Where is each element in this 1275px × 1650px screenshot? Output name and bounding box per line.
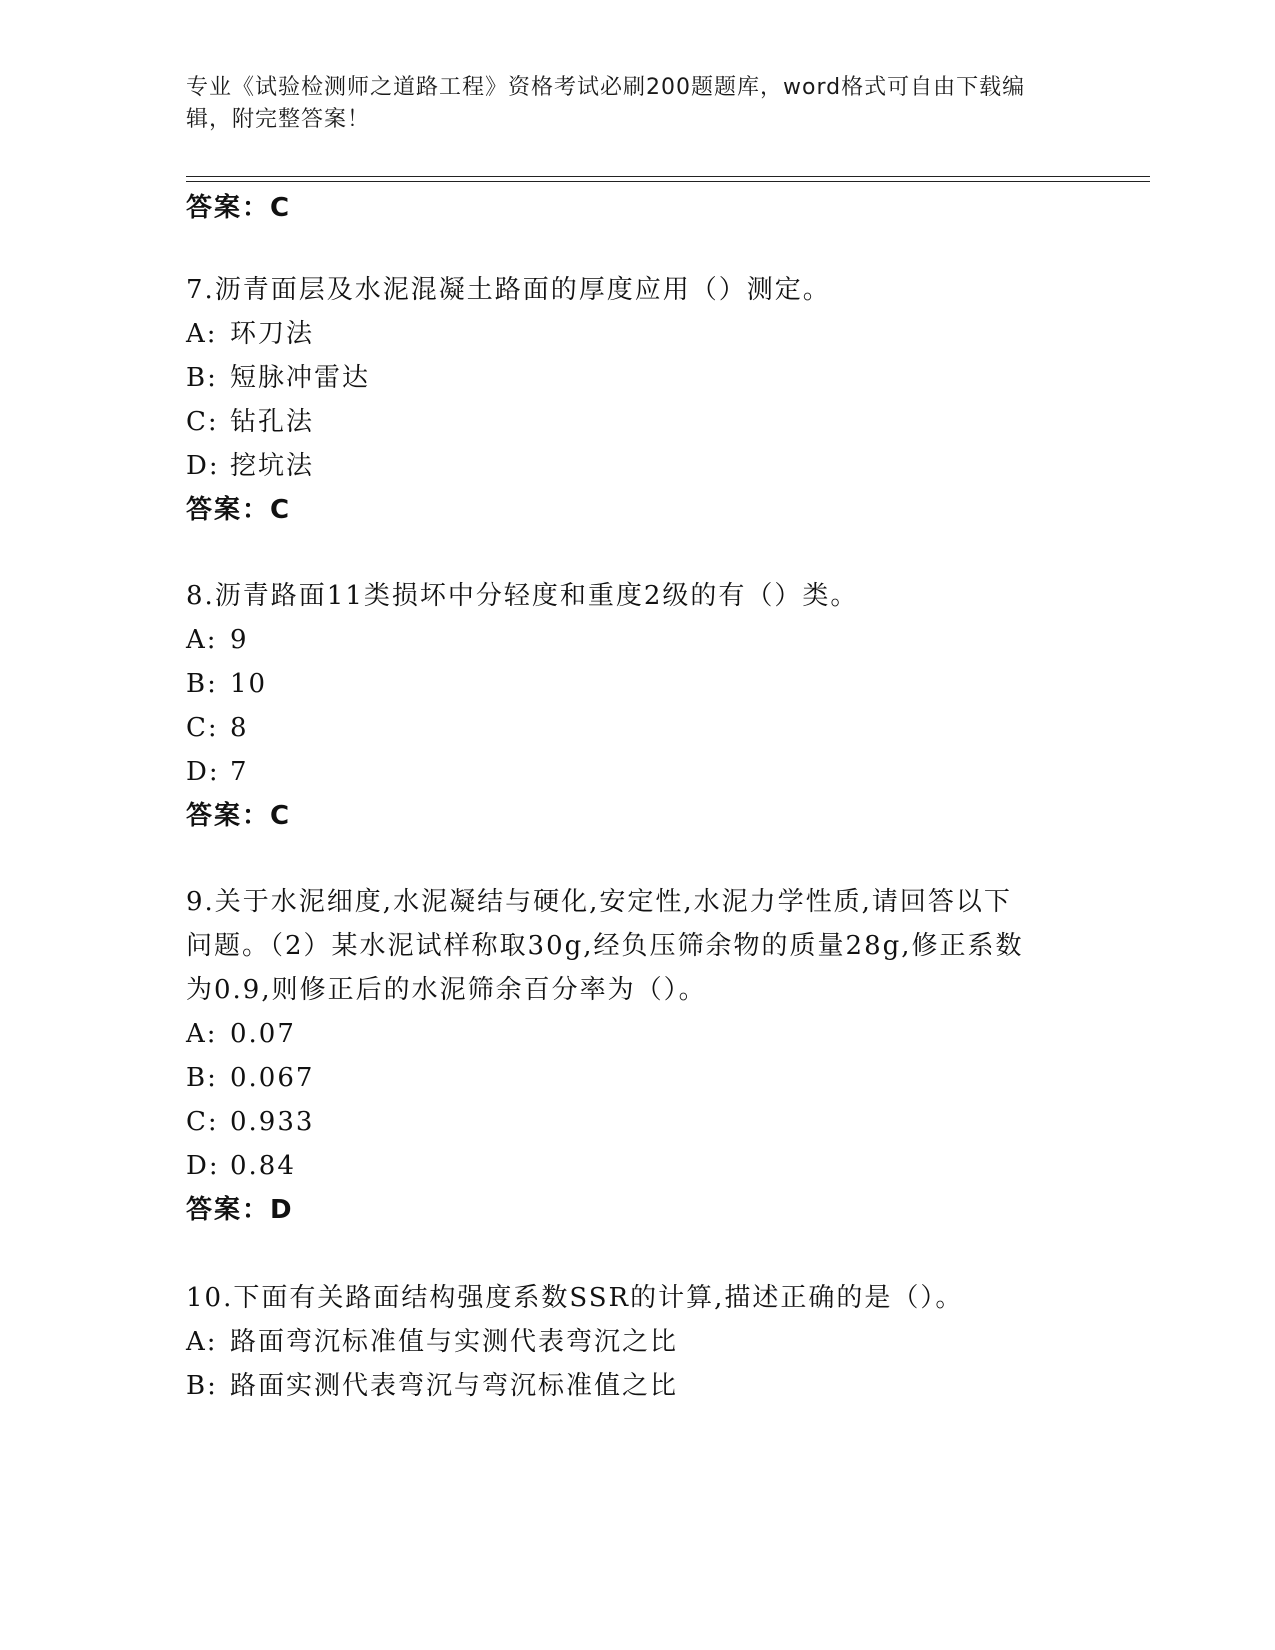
- question-8-option-a: A: 9: [186, 625, 249, 655]
- question-9-stem-line-3: 为0.9,则修正后的水泥筛余百分率为（）。: [186, 975, 707, 1005]
- question-7-option-a: A: 环刀法: [186, 319, 315, 349]
- header-divider-top: [186, 176, 1150, 177]
- question-9-answer: 答案：D: [186, 1195, 294, 1225]
- question-7-option-d: D: 挖坑法: [186, 451, 315, 481]
- question-10-option-b: B: 路面实测代表弯沉与弯沉标准值之比: [186, 1371, 679, 1401]
- previous-answer: 答案：C: [186, 193, 292, 223]
- question-9-option-a: A: 0.07: [186, 1019, 296, 1049]
- question-9-stem-line-2: 问题。（2）某水泥试样称取30g,经负压筛余物的质量28g,修正系数: [186, 931, 1024, 961]
- question-10-stem: 10.下面有关路面结构强度系数SSR的计算,描述正确的是（）。: [186, 1283, 964, 1313]
- question-8-stem: 8.沥青路面11类损坏中分轻度和重度2级的有（）类。: [186, 581, 859, 611]
- question-7-stem: 7.沥青面层及水泥混凝土路面的厚度应用（）测定。: [186, 275, 831, 305]
- question-8-option-d: D: 7: [186, 757, 249, 787]
- header-divider-bottom: [186, 181, 1150, 182]
- question-9-option-b: B: 0.067: [186, 1063, 315, 1093]
- question-7-answer: 答案：C: [186, 495, 292, 525]
- question-7-option-b: B: 短脉冲雷达: [186, 363, 371, 393]
- question-7-option-c: C: 钻孔法: [186, 407, 315, 437]
- question-8-answer: 答案：C: [186, 801, 292, 831]
- question-8-option-c: C: 8: [186, 713, 249, 743]
- document-header: 专业《试验检测师之道路工程》资格考试必刷200题题库，word格式可自由下载编辑，附完整答案！: [186, 75, 1026, 132]
- question-9-option-d: D: 0.84: [186, 1151, 296, 1181]
- question-10-option-a: A: 路面弯沉标准值与实测代表弯沉之比: [186, 1327, 679, 1357]
- question-9-stem-line-1: 9.关于水泥细度,水泥凝结与硬化,安定性,水泥力学性质,请回答以下: [186, 887, 1012, 917]
- question-8-option-b: B: 10: [186, 669, 268, 699]
- question-9-option-c: C: 0.933: [186, 1107, 315, 1137]
